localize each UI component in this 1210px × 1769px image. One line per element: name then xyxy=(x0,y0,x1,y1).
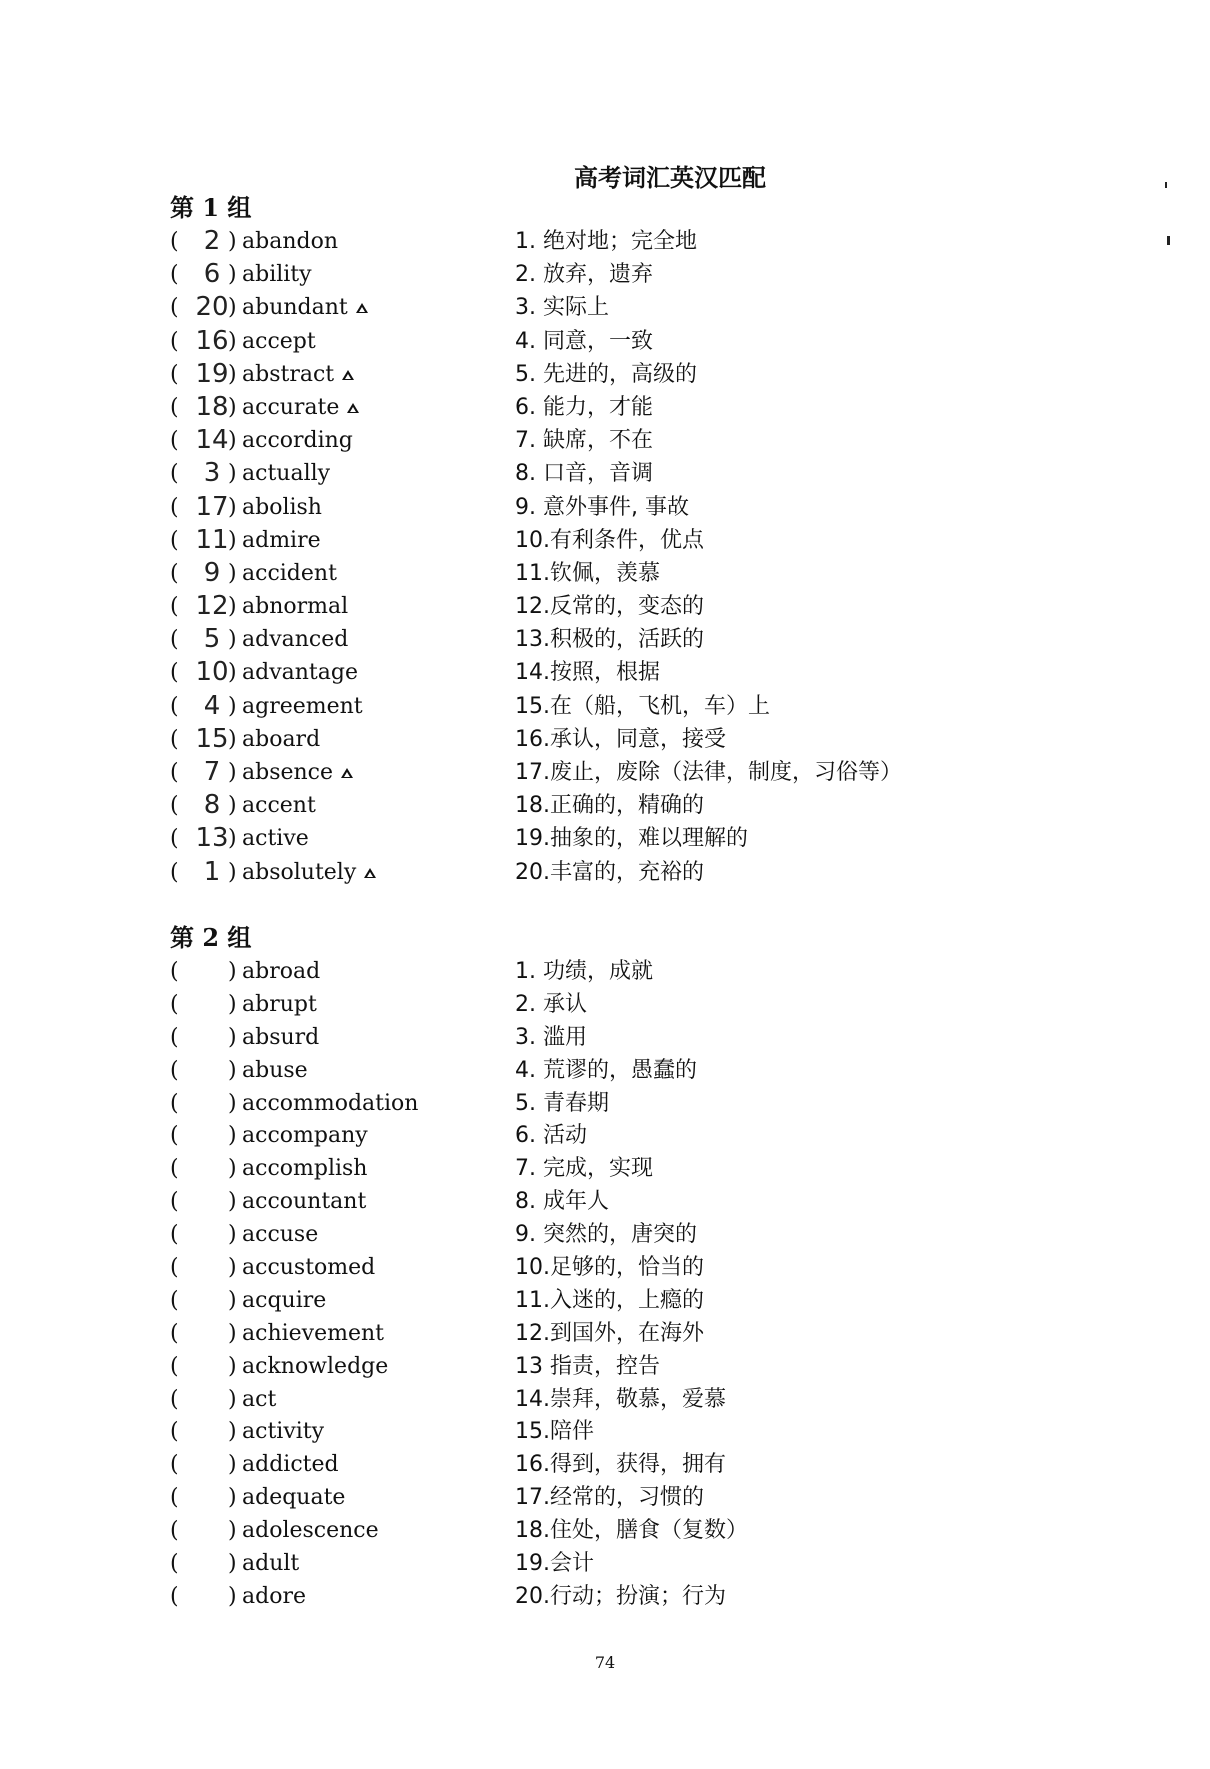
english-word: admire xyxy=(242,527,321,553)
paren-close: ) xyxy=(228,262,237,288)
english-word-cell xyxy=(242,822,309,855)
paren-close: ) xyxy=(228,793,237,819)
paren-open: ( xyxy=(170,560,179,586)
paren-open: ( xyxy=(170,693,179,719)
answer-field[interactable]: 3 xyxy=(203,458,221,489)
paren-open: ( xyxy=(170,262,179,288)
match-row xyxy=(170,1119,1070,1152)
match-row xyxy=(170,291,1070,324)
match-row xyxy=(170,623,1070,656)
english-word-cell xyxy=(242,1152,367,1185)
paren-close: ) xyxy=(228,494,237,520)
english-word-cell xyxy=(242,1021,319,1054)
paren-open: ( xyxy=(170,991,179,1017)
chinese-meaning: 6. 能力，才能 xyxy=(515,394,653,420)
match-row xyxy=(170,1317,1070,1350)
paren-close: ) xyxy=(228,361,237,387)
chinese-meaning: 19.抽象的，难以理解的 xyxy=(515,826,748,852)
english-word: actually xyxy=(242,461,331,487)
answer-field[interactable]: 16 xyxy=(195,325,229,356)
chinese-meaning: 19.会计 xyxy=(515,1551,594,1577)
english-word: acquire xyxy=(242,1287,327,1313)
paren-close: ) xyxy=(228,394,237,420)
english-word-cell xyxy=(242,1218,318,1251)
english-word: abolish xyxy=(242,494,322,520)
english-word: activity xyxy=(242,1419,325,1445)
chinese-meaning: 7. 完成，实现 xyxy=(515,1156,653,1182)
chinese-meaning: 8. 成年人 xyxy=(515,1189,609,1215)
chinese-meaning: 12.反常的，变态的 xyxy=(515,594,704,620)
english-word-cell xyxy=(242,789,316,822)
match-row xyxy=(170,955,1070,988)
answer-field[interactable]: 8 xyxy=(203,790,221,821)
answer-field[interactable]: 17 xyxy=(195,491,229,522)
paren-open: ( xyxy=(170,328,179,354)
match-row xyxy=(170,756,1070,789)
paren-open: ( xyxy=(170,1057,179,1083)
english-word-cell xyxy=(242,1514,379,1547)
paren-close: ) xyxy=(228,1419,237,1445)
chinese-meaning: 7. 缺席，不在 xyxy=(515,428,653,454)
english-word: absence xyxy=(242,760,334,785)
english-word: abuse xyxy=(242,1057,308,1083)
paren-open: ( xyxy=(170,527,179,553)
english-word-cell xyxy=(242,258,312,291)
match-row xyxy=(170,358,1070,391)
match-row xyxy=(170,1547,1070,1580)
match-row xyxy=(170,557,1070,590)
paren-close: ) xyxy=(228,627,237,653)
answer-field[interactable]: 11 xyxy=(195,524,229,555)
english-word-cell xyxy=(242,756,353,789)
paren-open: ( xyxy=(170,726,179,752)
paren-open: ( xyxy=(170,428,179,454)
paren-open: ( xyxy=(170,1156,179,1182)
paren-close: ) xyxy=(228,461,237,487)
english-word: accustomed xyxy=(242,1255,376,1281)
paren-close: ) xyxy=(228,1156,237,1182)
paren-open: ( xyxy=(170,1320,179,1346)
answer-field[interactable]: 6 xyxy=(203,259,221,290)
paren-close: ) xyxy=(228,1353,237,1379)
answer-field[interactable]: 13 xyxy=(195,823,229,854)
triangle-mark-icon xyxy=(347,403,359,413)
english-word-cell xyxy=(242,590,348,623)
match-row xyxy=(170,822,1070,855)
english-word-cell xyxy=(242,524,321,557)
scan-speck xyxy=(1167,236,1170,245)
match-row xyxy=(170,656,1070,689)
paren-open: ( xyxy=(170,1452,179,1478)
paren-open: ( xyxy=(170,1024,179,1050)
paren-close: ) xyxy=(228,1024,237,1050)
answer-field[interactable]: 5 xyxy=(203,624,221,655)
match-row xyxy=(170,1383,1070,1416)
english-word: abroad xyxy=(242,959,321,984)
chinese-meaning: 2. 承认 xyxy=(515,991,587,1017)
chinese-meaning: 15.陪伴 xyxy=(515,1419,594,1445)
chinese-meaning: 13.积极的，活跃的 xyxy=(515,627,704,653)
answer-field[interactable]: 15 xyxy=(195,723,229,754)
match-row xyxy=(170,391,1070,424)
paren-open: ( xyxy=(170,394,179,420)
paren-close: ) xyxy=(228,1090,237,1116)
chinese-meaning: 14.崇拜，敬慕，爱慕 xyxy=(515,1386,726,1412)
triangle-mark-icon xyxy=(356,303,368,313)
chinese-meaning: 11.钦佩，羡慕 xyxy=(515,560,660,586)
triangle-mark-icon xyxy=(364,868,376,878)
chinese-meaning: 5. 先进的，高级的 xyxy=(515,361,697,387)
match-row xyxy=(170,424,1070,457)
paren-open: ( xyxy=(170,1123,179,1149)
english-word-cell xyxy=(242,723,320,756)
paren-close: ) xyxy=(228,859,237,885)
match-row xyxy=(170,856,1070,889)
paren-open: ( xyxy=(170,1583,179,1609)
english-word: accident xyxy=(242,560,337,586)
match-row xyxy=(170,723,1070,756)
match-row xyxy=(170,690,1070,723)
english-word-cell xyxy=(242,424,353,457)
paren-close: ) xyxy=(228,991,237,1017)
match-row xyxy=(170,590,1070,623)
chinese-meaning: 13 指责，控告 xyxy=(515,1353,660,1379)
english-word-cell xyxy=(242,491,322,524)
english-word: adore xyxy=(242,1583,306,1609)
english-word-cell xyxy=(242,1481,345,1514)
english-word-cell xyxy=(242,1284,326,1317)
chinese-meaning: 10.有利条件，优点 xyxy=(515,527,704,553)
answer-field[interactable]: 4 xyxy=(203,690,221,721)
match-row xyxy=(170,1251,1070,1284)
paren-open: ( xyxy=(170,1287,179,1313)
paren-close: ) xyxy=(228,726,237,752)
paren-open: ( xyxy=(170,1518,179,1544)
match-row xyxy=(170,325,1070,358)
paren-close: ) xyxy=(228,1583,237,1609)
chinese-meaning: 14.按照，根据 xyxy=(515,660,660,686)
english-word: accommodation xyxy=(242,1090,419,1116)
english-word: abnormal xyxy=(242,594,349,620)
match-row xyxy=(170,1580,1070,1613)
chinese-meaning: 18.住处，膳食（复数） xyxy=(515,1518,748,1544)
paren-close: ) xyxy=(228,594,237,620)
english-word: achievement xyxy=(242,1320,385,1346)
match-row xyxy=(170,1284,1070,1317)
paren-open: ( xyxy=(170,959,179,984)
match-row xyxy=(170,988,1070,1021)
chinese-meaning: 3. 滥用 xyxy=(515,1024,587,1050)
english-word: agreement xyxy=(242,693,363,719)
english-word-cell xyxy=(242,690,363,723)
paren-open: ( xyxy=(170,859,179,885)
english-word-cell xyxy=(242,1448,339,1481)
chinese-meaning: 12.到国外，在海外 xyxy=(515,1320,704,1346)
paren-open: ( xyxy=(170,594,179,620)
chinese-meaning: 15.在（船，飞机，车）上 xyxy=(515,693,770,719)
paren-close: ) xyxy=(228,328,237,354)
paren-open: ( xyxy=(170,361,179,387)
paren-open: ( xyxy=(170,494,179,520)
paren-close: ) xyxy=(228,428,237,454)
english-word-cell xyxy=(242,291,368,324)
english-word-cell xyxy=(242,1317,384,1350)
english-word-cell xyxy=(242,358,354,391)
match-row xyxy=(170,1152,1070,1185)
match-row xyxy=(170,1054,1070,1087)
english-word: abstract xyxy=(242,361,335,387)
english-word-cell xyxy=(242,1185,366,1218)
answer-field[interactable]: 9 xyxy=(203,557,221,588)
paren-open: ( xyxy=(170,627,179,653)
paren-close: ) xyxy=(228,826,237,852)
paren-open: ( xyxy=(170,1419,179,1445)
english-word-cell xyxy=(242,1119,368,1152)
paren-close: ) xyxy=(228,693,237,719)
english-word-cell xyxy=(242,1350,388,1383)
paren-close: ) xyxy=(228,229,237,254)
paren-close: ) xyxy=(228,1057,237,1083)
chinese-meaning: 18.正确的，精确的 xyxy=(515,793,704,819)
chinese-meaning: 17.经常的，习惯的 xyxy=(515,1485,704,1511)
english-word: ability xyxy=(242,262,312,288)
paren-close: ) xyxy=(228,959,237,984)
english-word-cell xyxy=(242,656,358,689)
paren-close: ) xyxy=(228,1518,237,1544)
match-row xyxy=(170,1448,1070,1481)
english-word: accept xyxy=(242,328,316,354)
english-word: accountant xyxy=(242,1189,367,1215)
english-word-cell xyxy=(242,1415,324,1448)
english-word: acknowledge xyxy=(242,1353,389,1379)
english-word: active xyxy=(242,826,309,852)
paren-close: ) xyxy=(228,760,237,785)
page-title: 高考词汇英汉匹配 xyxy=(574,163,766,192)
chinese-meaning: 2. 放弃，遗弃 xyxy=(515,262,653,288)
english-word-cell xyxy=(242,955,320,988)
match-row xyxy=(170,1415,1070,1448)
english-word-cell xyxy=(242,557,337,590)
answer-field[interactable]: 10 xyxy=(195,657,229,688)
chinese-meaning: 20.丰富的，充裕的 xyxy=(515,859,704,885)
chinese-meaning: 17.废止，废除（法律，制度，习俗等） xyxy=(515,760,902,785)
english-word: abundant xyxy=(242,295,348,321)
english-word-cell xyxy=(242,1251,375,1284)
answer-field[interactable]: 19 xyxy=(195,358,229,389)
english-word-cell xyxy=(242,1580,306,1613)
match-row xyxy=(170,1481,1070,1514)
match-row xyxy=(170,1185,1070,1218)
paren-open: ( xyxy=(170,1255,179,1281)
match-row xyxy=(170,225,1070,258)
match-row xyxy=(170,524,1070,557)
chinese-meaning: 9. 突然的，唐突的 xyxy=(515,1222,697,1248)
paren-open: ( xyxy=(170,1353,179,1379)
chinese-meaning: 20.行动；扮演；行为 xyxy=(515,1583,726,1609)
chinese-meaning: 1. 绝对地；完全地 xyxy=(515,229,697,254)
english-word: accurate xyxy=(242,394,340,420)
paren-close: ) xyxy=(228,1123,237,1149)
chinese-meaning: 10.足够的，恰当的 xyxy=(515,1255,704,1281)
paren-close: ) xyxy=(228,1222,237,1248)
chinese-meaning: 16.承认，同意，接受 xyxy=(515,726,726,752)
scan-speck xyxy=(1165,182,1167,188)
match-row xyxy=(170,789,1070,822)
chinese-meaning: 6. 活动 xyxy=(515,1123,587,1149)
paren-open: ( xyxy=(170,660,179,686)
paren-close: ) xyxy=(228,1551,237,1577)
answer-field[interactable]: 12 xyxy=(195,591,229,622)
chinese-meaning: 16.得到，获得，拥有 xyxy=(515,1452,726,1478)
english-word: aboard xyxy=(242,726,321,752)
paren-open: ( xyxy=(170,1386,179,1412)
english-word: absurd xyxy=(242,1024,320,1050)
answer-field[interactable]: 2 xyxy=(203,226,221,256)
paren-close: ) xyxy=(228,1255,237,1281)
english-word-cell xyxy=(242,225,338,258)
answer-field[interactable]: 1 xyxy=(203,856,221,887)
paren-open: ( xyxy=(170,793,179,819)
english-word-cell xyxy=(242,325,316,358)
paren-open: ( xyxy=(170,461,179,487)
english-word: adequate xyxy=(242,1485,346,1511)
paren-close: ) xyxy=(228,1452,237,1478)
match-row xyxy=(170,491,1070,524)
paren-open: ( xyxy=(170,760,179,785)
chinese-meaning: 4. 同意，一致 xyxy=(515,328,653,354)
english-word: adult xyxy=(242,1551,300,1577)
match-row xyxy=(170,1350,1070,1383)
chinese-meaning: 3. 实际上 xyxy=(515,295,609,321)
paren-open: ( xyxy=(170,1222,179,1248)
group-2-list xyxy=(170,955,1070,1613)
paren-close: ) xyxy=(228,660,237,686)
paren-open: ( xyxy=(170,1189,179,1215)
paren-close: ) xyxy=(228,295,237,321)
match-row xyxy=(170,457,1070,490)
english-word-cell xyxy=(242,988,317,1021)
english-word-cell xyxy=(242,1547,299,1580)
english-word: addicted xyxy=(242,1452,339,1478)
chinese-meaning: 4. 荒谬的，愚蠢的 xyxy=(515,1057,697,1083)
answer-field[interactable]: 18 xyxy=(195,391,229,422)
english-word: according xyxy=(242,428,353,454)
group-1-title: 第 1 组 xyxy=(170,193,252,222)
english-word: accompany xyxy=(242,1123,368,1149)
chinese-meaning: 11.入迷的，上瘾的 xyxy=(515,1287,704,1313)
match-row xyxy=(170,1218,1070,1251)
english-word-cell xyxy=(242,856,376,889)
answer-field[interactable]: 20 xyxy=(195,292,229,323)
paren-open: ( xyxy=(170,1090,179,1116)
chinese-meaning: 5. 青春期 xyxy=(515,1090,609,1116)
paren-open: ( xyxy=(170,1485,179,1511)
answer-field[interactable]: 14 xyxy=(195,425,229,456)
paren-close: ) xyxy=(228,1189,237,1215)
triangle-mark-icon xyxy=(341,768,353,778)
chinese-meaning: 8. 口音，音调 xyxy=(515,461,653,487)
english-word-cell xyxy=(242,1087,418,1120)
english-word-cell xyxy=(242,1383,276,1416)
paren-open: ( xyxy=(170,1551,179,1577)
paren-open: ( xyxy=(170,295,179,321)
english-word: accomplish xyxy=(242,1156,368,1182)
english-word-cell xyxy=(242,391,359,424)
paren-close: ) xyxy=(228,1320,237,1346)
paren-open: ( xyxy=(170,229,179,254)
group-2-title: 第 2 组 xyxy=(170,923,252,952)
english-word: act xyxy=(242,1386,277,1412)
chinese-meaning: 1. 功绩，成就 xyxy=(515,959,653,984)
paren-close: ) xyxy=(228,527,237,553)
match-row xyxy=(170,1021,1070,1054)
english-word: accuse xyxy=(242,1222,319,1248)
english-word: accent xyxy=(242,793,316,819)
english-word-cell xyxy=(242,1054,308,1087)
english-word: abandon xyxy=(242,229,338,254)
group-1-list xyxy=(170,225,1070,889)
page-number: 74 xyxy=(594,1653,616,1672)
answer-field[interactable]: 7 xyxy=(203,757,221,787)
triangle-mark-icon xyxy=(342,370,354,380)
paren-close: ) xyxy=(228,1485,237,1511)
english-word: adolescence xyxy=(242,1518,379,1544)
english-word-cell xyxy=(242,457,330,490)
paren-open: ( xyxy=(170,826,179,852)
paren-close: ) xyxy=(228,1386,237,1412)
paren-close: ) xyxy=(228,560,237,586)
english-word-cell xyxy=(242,623,348,656)
chinese-meaning: 9. 意外事件, 事故 xyxy=(515,494,689,520)
english-word: abrupt xyxy=(242,991,317,1017)
paren-close: ) xyxy=(228,1287,237,1313)
english-word: advantage xyxy=(242,660,358,686)
match-row xyxy=(170,1087,1070,1120)
match-row xyxy=(170,258,1070,291)
english-word: advanced xyxy=(242,627,349,653)
english-word: absolutely xyxy=(242,859,357,885)
match-row xyxy=(170,1514,1070,1547)
